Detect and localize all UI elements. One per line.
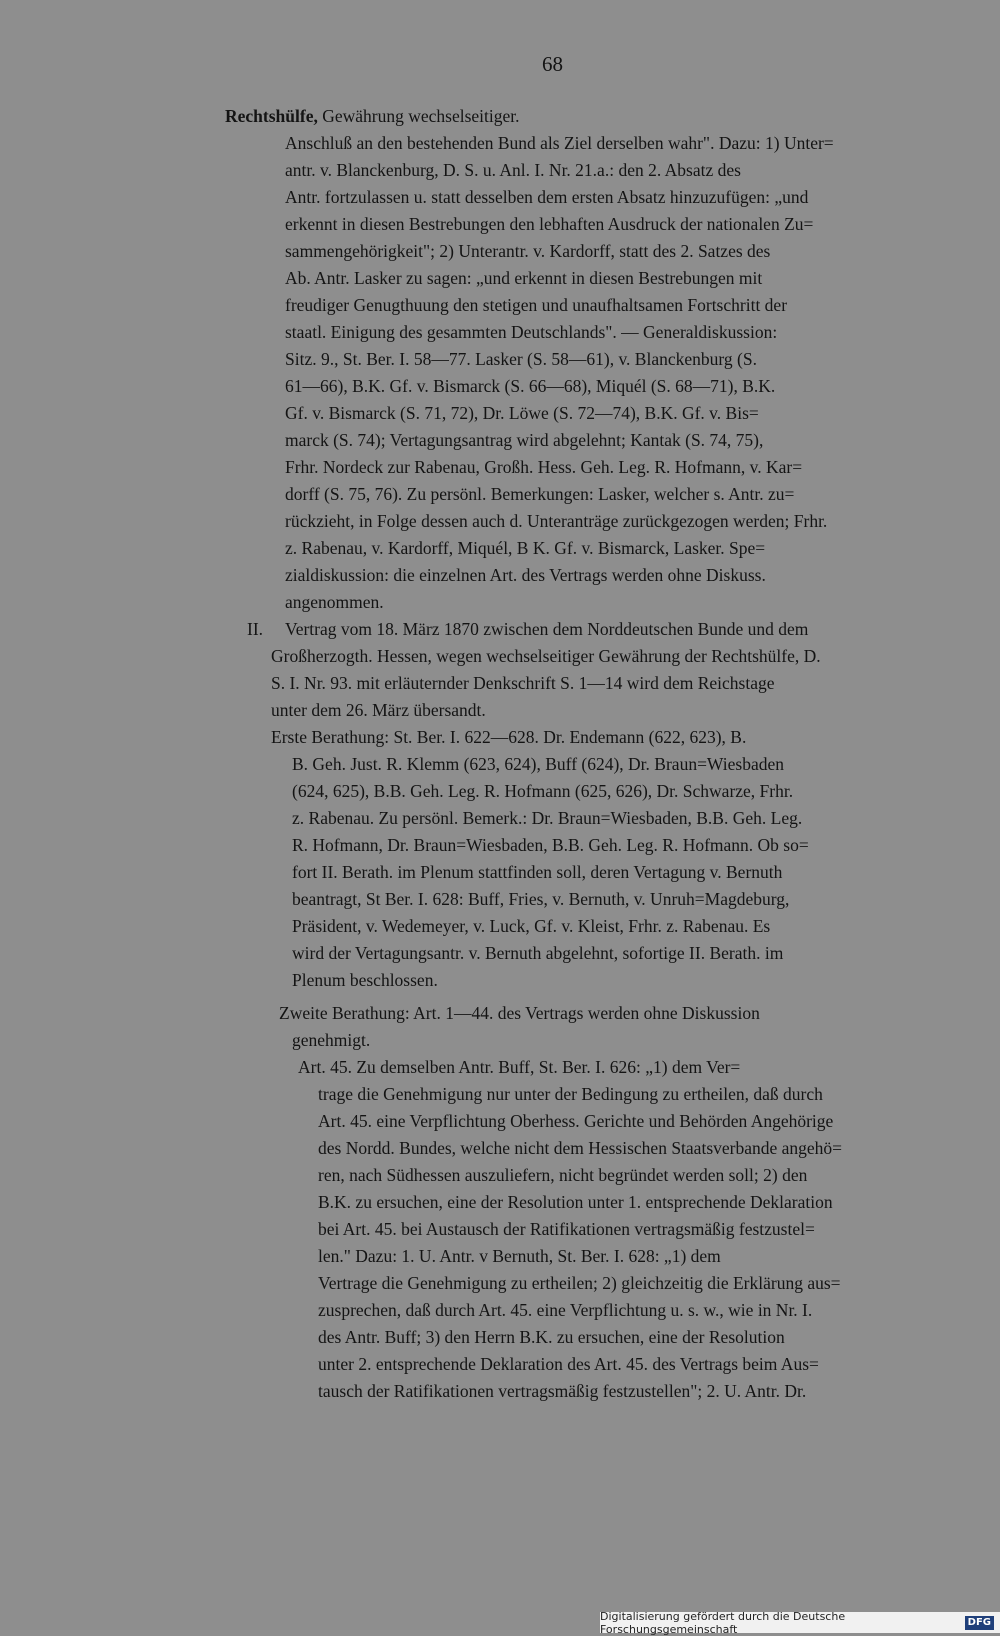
text-line: Frhr. Nordeck zur Rabenau, Großh. Hess. Geh. Leg. R. Hofmann, v. Kar= <box>285 457 803 477</box>
text-line: unter 2. entsprechende Deklaration des Art. 45. des Vertrags beim Aus= <box>318 1354 819 1374</box>
text-line: staatl. Einigung des gesammten Deutschlands". — Generaldiskussion: <box>285 322 778 342</box>
text-line: unter dem 26. März übersandt. <box>271 700 486 720</box>
text-line: Großherzogth. Hessen, wegen wechselseitiger Gewährung der Rechtshülfe, D. <box>271 646 821 666</box>
text-line: des Nordd. Bundes, welche nicht dem Hessischen Staatsverbande angehö= <box>318 1138 843 1158</box>
text-line: marck (S. 74); Vertagungsantrag wird abgelehnt; Kantak (S. 74, 75), <box>285 430 764 450</box>
text-line: beantragt, St Ber. I. 628: Buff, Fries, v. Bernuth, v. Unruh=Magdeburg, <box>292 889 790 909</box>
text-line: Vertrag vom 18. März 1870 zwischen dem Norddeutschen Bunde und dem <box>285 619 809 639</box>
text-line: ren, nach Südhessen auszuliefern, nicht begründet werden soll; 2) den <box>318 1165 808 1185</box>
text-line: Ab. Antr. Lasker zu sagen: „und erkennt in diesen Bestrebungen mit <box>285 268 763 288</box>
text-line: trage die Genehmigung nur unter der Bedingung zu ertheilen, daß durch <box>318 1084 823 1104</box>
text-line: Plenum beschlossen. <box>292 970 438 990</box>
text-line: (624, 625), B.B. Geh. Leg. R. Hofmann (625, 626), Dr. Schwarze, Frhr. <box>292 781 794 801</box>
text-line: Rechtshülfe, Gewährung wechselseitiger. <box>225 106 520 126</box>
text-line: antr. v. Blanckenburg, D. S. u. Anl. I. Nr. 21.a.: den 2. Absatz des <box>285 160 741 180</box>
dfg-logo: DFG <box>965 1616 994 1630</box>
text-line: fort II. Berath. im Plenum stattfinden soll, deren Vertagung v. Bernuth <box>292 862 783 882</box>
text-line: Anschluß an den bestehenden Bund als Ziel derselben wahr". Dazu: 1) Unter= <box>285 133 834 153</box>
text-line: Antr. fortzulassen u. statt desselben dem ersten Absatz hinzuzufügen: „und <box>285 187 809 207</box>
text-line: genehmigt. <box>292 1030 371 1050</box>
text-line: B. Geh. Just. R. Klemm (623, 624), Buff (624), Dr. Braun=Wiesbaden <box>292 754 784 774</box>
text-line: freudiger Genugthuung den stetigen und unaufhaltsamen Fortschritt der <box>285 295 788 315</box>
text-line: R. Hofmann, Dr. Braun=Wiesbaden, B.B. Geh. Leg. R. Hofmann. Ob so= <box>292 835 809 855</box>
text-line: z. Rabenau. Zu persönl. Bemerk.: Dr. Braun=Wiesbaden, B.B. Geh. Leg. <box>292 808 803 828</box>
text-line: Erste Berathung: St. Ber. I. 622—628. Dr. Endemann (622, 623), B. <box>271 727 747 747</box>
page-number: 68 <box>542 52 563 76</box>
text-line: Art. 45. Zu demselben Antr. Buff, St. Ber. I. 626: „1) dem Ver= <box>298 1057 741 1077</box>
text-line: rückzieht, in Folge dessen auch d. Unteranträge zurückgezogen werden; Frhr. <box>285 511 828 531</box>
text-line: B.K. zu ersuchen, eine der Resolution unter 1. entsprechende Deklaration <box>318 1192 833 1212</box>
text-line: tausch der Ratifikationen vertragsmäßig festzustellen"; 2. U. Antr. Dr. <box>318 1381 807 1401</box>
text-line: angenommen. <box>285 592 384 612</box>
text-line: II. <box>247 619 264 639</box>
text-line: Gf. v. Bismarck (S. 71, 72), Dr. Löwe (S. 72—74), B.K. Gf. v. Bis= <box>285 403 759 423</box>
footer-banner <box>600 1609 1000 1636</box>
text-line: dorff (S. 75, 76). Zu persönl. Bemerkungen: Lasker, welcher s. Antr. zu= <box>285 484 795 504</box>
footer-text: Digitalisierung gefördert durch die Deutsche Forschungsgemeinschaft <box>600 1609 846 1636</box>
text-line: des Antr. Buff; 3) den Herrn B.K. zu ersuchen, eine der Resolution <box>318 1327 785 1347</box>
text-line: erkennt in diesen Bestrebungen den lebhaften Ausdruck der nationalen Zu= <box>285 214 814 234</box>
text-line: z. Rabenau, v. Kardorff, Miquél, B K. Gf. v. Bismarck, Lasker. Spe= <box>285 538 766 558</box>
text-line: Vertrage die Genehmigung zu ertheilen; 2) gleichzeitig die Erklärung aus= <box>318 1273 841 1293</box>
text-line: Art. 45. eine Verpflichtung Oberhess. Gerichte und Behörden Angehörige <box>318 1111 834 1131</box>
text-line: Zweite Berathung: Art. 1—44. des Vertrags werden ohne Diskussion <box>279 1003 760 1023</box>
text-line: bei Art. 45. bei Austausch der Ratifikationen vertragsmäßig festzustel= <box>318 1219 815 1239</box>
text-line: wird der Vertagungsantr. v. Bernuth abgelehnt, sofortige II. Berath. im <box>292 943 784 963</box>
text-line: Präsident, v. Wedemeyer, v. Luck, Gf. v. Kleist, Frhr. z. Rabenau. Es <box>292 916 771 936</box>
text-line: sammengehörigkeit"; 2) Unterantr. v. Kardorff, statt des 2. Satzes des <box>285 241 771 261</box>
text-line: 61—66), B.K. Gf. v. Bismarck (S. 66—68), Miquél (S. 68—71), B.K. <box>285 376 776 396</box>
text-line: S. I. Nr. 93. mit erläuternder Denkschrift S. 1—14 wird dem Reichstage <box>271 673 775 693</box>
text-line: Sitz. 9., St. Ber. I. 58—77. Lasker (S. 58—61), v. Blanckenburg (S. <box>285 349 757 369</box>
text-line: len." Dazu: 1. U. Antr. v Bernuth, St. Ber. I. 628: „1) dem <box>318 1246 721 1266</box>
text-line: zusprechen, daß durch Art. 45. eine Verpflichtung u. s. w., wie in Nr. I. <box>318 1300 813 1320</box>
text-line: zialdiskussion: die einzelnen Art. des Vertrags werden ohne Diskuss. <box>285 565 766 585</box>
